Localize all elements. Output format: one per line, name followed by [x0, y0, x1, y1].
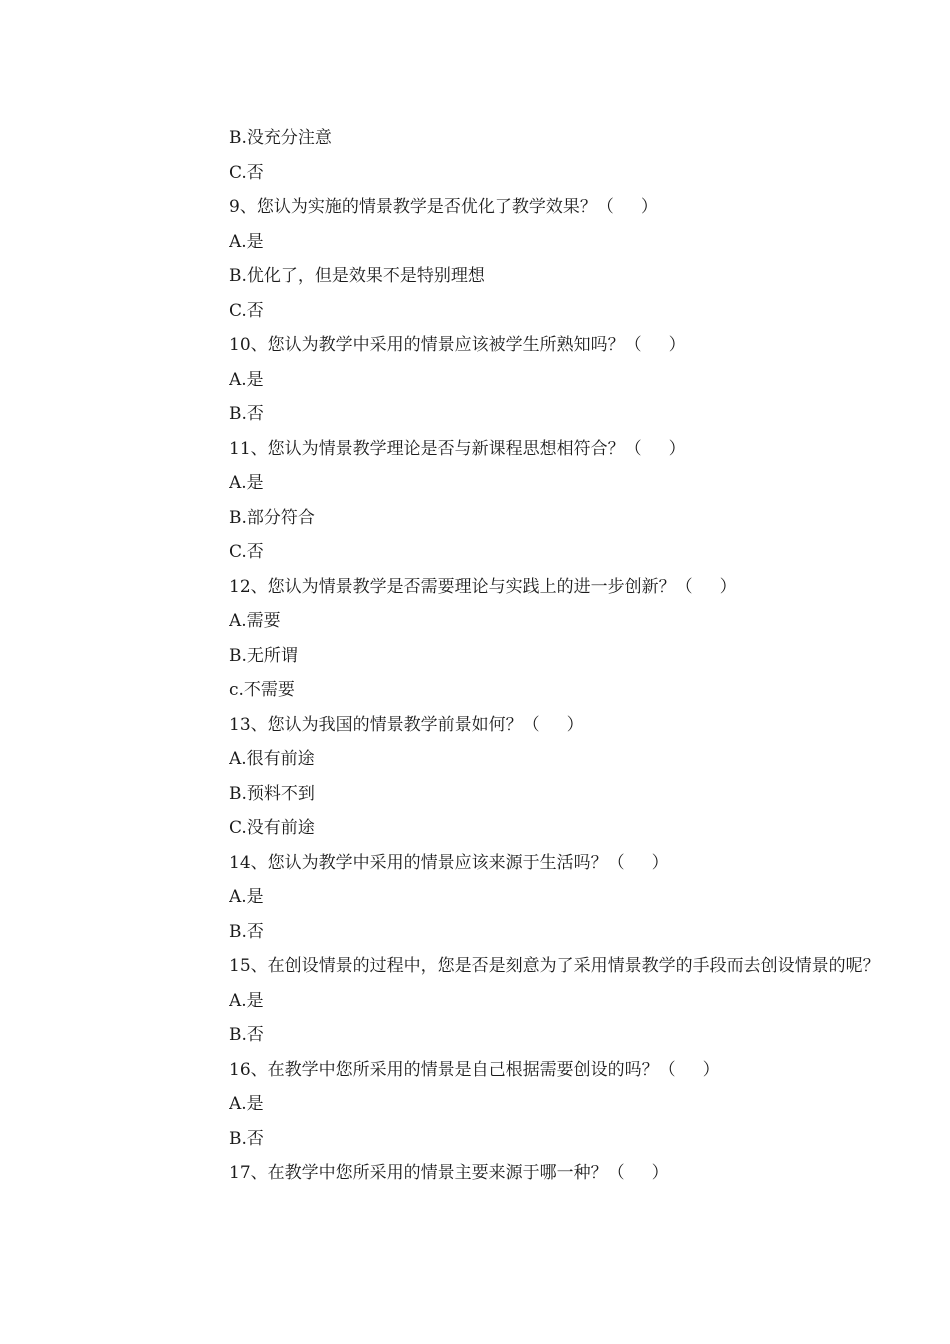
questionnaire-text: [229, 121, 950, 1191]
question-13: 13、您认为我国的情景教学前景如何？（ ）: [229, 714, 584, 735]
option-line: C.否: [229, 300, 264, 321]
question-9: 9、您认为实施的情景教学是否优化了教学效果？（ ）: [229, 197, 658, 217]
option-line: A.是: [229, 369, 264, 390]
option-line: C.否: [229, 162, 264, 183]
option-line: B.否: [229, 1128, 264, 1149]
option-line: C.否: [229, 542, 264, 562]
option-line: B.优化了，但是效果不是特别理想: [229, 266, 485, 286]
question-15: 15、在创设情景的过程中，您是否是刻意为了采用情景教学的手段而去创设情景的呢？: [229, 956, 880, 976]
question-10: 10、您认为教学中采用的情景应该被学生所熟知吗？（ ）: [229, 335, 686, 355]
option-line: A.是: [229, 887, 264, 907]
question-12: 12、您认为情景教学是否需要理论与实践上的进一步创新？（ ）: [229, 576, 737, 597]
option-line: B.无所谓: [229, 645, 298, 666]
option-line: A.是: [229, 473, 264, 493]
option-line: B.否: [229, 921, 264, 942]
question-14: 14、您认为教学中采用的情景应该来源于生活吗？（ ）: [229, 852, 669, 873]
option-line: A.是: [229, 1094, 264, 1114]
option-line: B.预料不到: [229, 783, 315, 804]
question-16: 16、在教学中您所采用的情景是自己根据需要创设的吗？（ ）: [229, 1059, 720, 1080]
option-line: A.需要: [229, 611, 281, 631]
option-line: B.部分符合: [229, 507, 315, 528]
question-17: 17、在教学中您所采用的情景主要来源于哪一种？（ ）: [229, 1163, 669, 1183]
option-line: B.否: [229, 1025, 264, 1045]
option-line: A.是: [229, 990, 264, 1011]
option-line: A.是: [229, 231, 264, 252]
option-line: c.不需要: [229, 680, 295, 700]
option-line: B.否: [229, 404, 264, 424]
question-11: 11、您认为情景教学理论是否与新课程思想相符合？（ ）: [229, 438, 686, 459]
option-line: A.很有前途: [229, 749, 315, 769]
option-line: B.没充分注意: [229, 128, 332, 148]
option-line: C.没有前途: [229, 818, 315, 838]
